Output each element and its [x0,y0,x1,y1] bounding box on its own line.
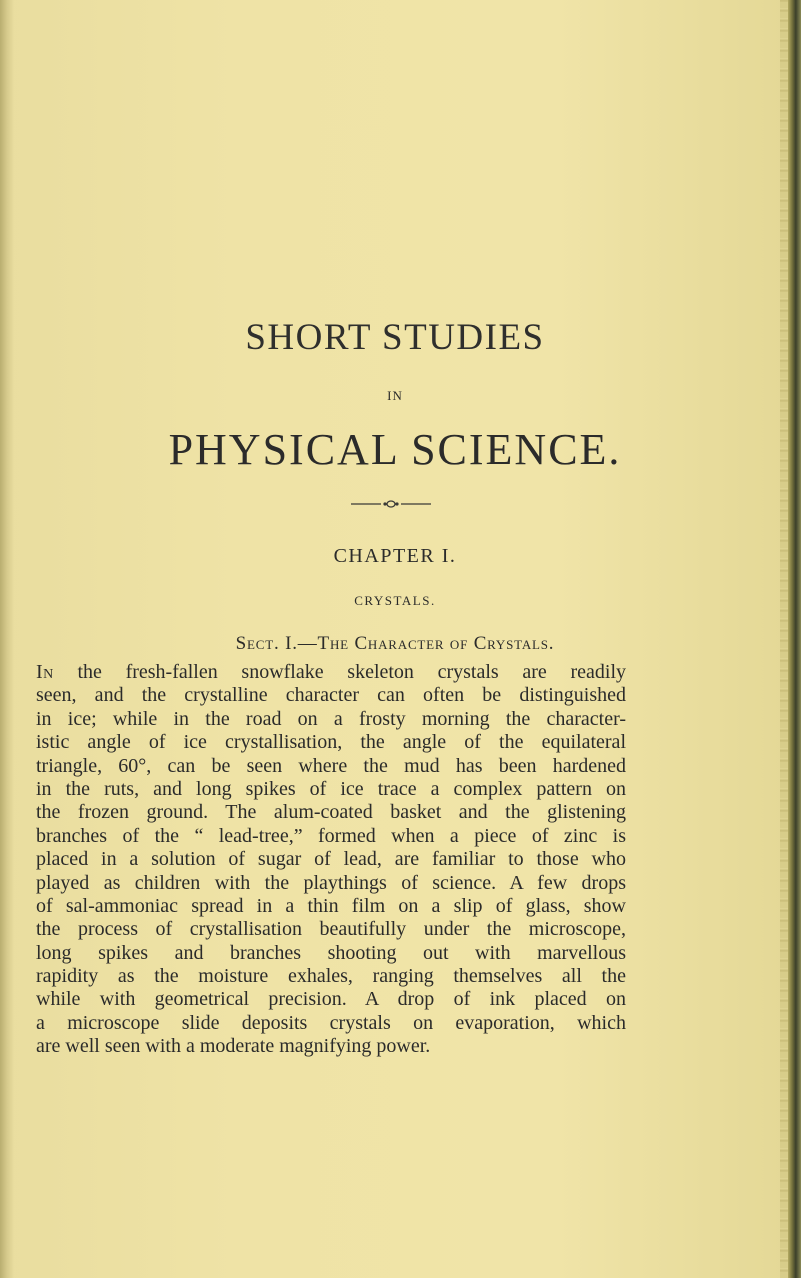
body-line: seen, and the crystalline character can often be distinguished [36,684,626,707]
body-line: are well seen with a moderate magnifying power. [36,1035,431,1058]
body-line: while with geometrical precision. A drop of ink placed on [36,988,626,1011]
body-line: branches of the “ lead-tree,” formed when a piece of zinc is [36,824,626,847]
body-line: of sal-ammoniac spread in a thin film on a slip of glass, show [36,894,626,917]
book-title: SHORT STUDIES [245,317,545,358]
body-line [36,661,626,684]
first-line-text: the fresh-fallen snowflake skeleton crystals are readily [53,661,626,683]
book-subtitle: PHYSICAL SCIENCE. [168,425,622,474]
chapter-subheading: CRYSTALS. [354,593,436,608]
body-line: the process of crystallisation beautifully under the microscope, [36,918,626,941]
body-line: in ice; while in the road on a frosty morning the character- [36,707,626,730]
body-line: placed in a solution of sugar of lead, are familiar to those who [36,848,626,871]
body-line: a microscope slide deposits crystals on evaporation, which [36,1011,626,1034]
body-line: long spikes and branches shooting out with marvellous [36,941,626,964]
body-paragraph [36,661,626,1059]
book-title-connector: IN [387,388,403,403]
body-line: rapidity as the moisture exhales, ranging themselves all the [36,965,626,988]
rule-with-ring-ornament-icon [345,498,437,510]
body-line: triangle, 60°, can be seen where the mud has been hardened [36,754,626,777]
body-line: played as children with the playthings of science. A few drops [36,871,626,894]
body-line: istic angle of ice crystallisation, the angle of the equilateral [36,731,626,754]
body-line: the frozen ground. The alum-coated basket and the glistening [36,801,626,824]
chapter-heading: CHAPTER I. [333,545,457,567]
dropcap-word: In [36,661,54,683]
body-line: in the ruts, and long spikes of ice trace a complex pattern on [36,777,626,800]
section-heading: Sect. I.—The Character of Crystals. [235,633,555,654]
